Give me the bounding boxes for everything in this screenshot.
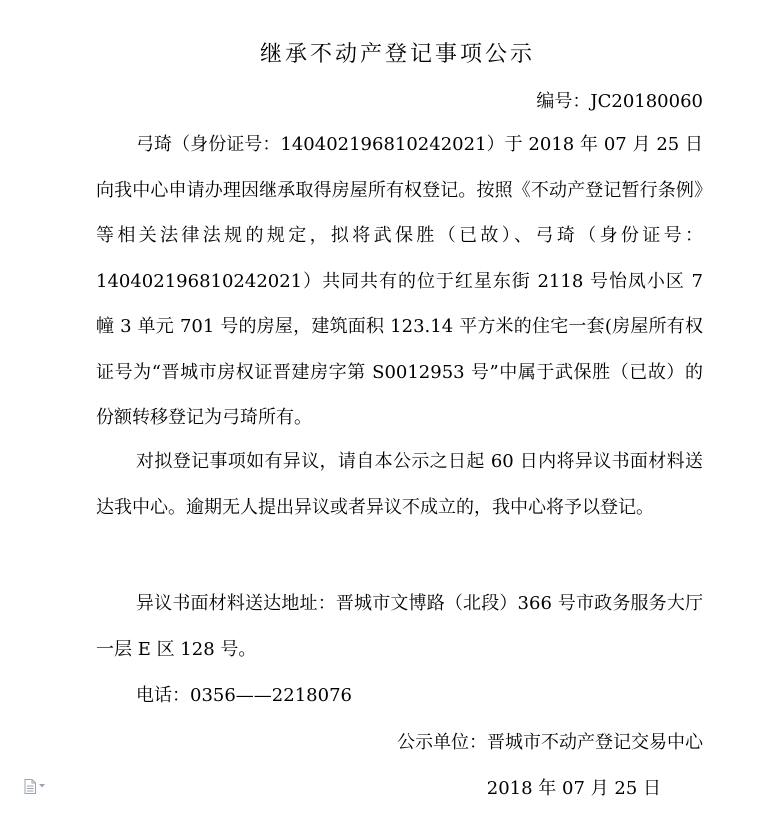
document-paste-options-icon[interactable]	[24, 778, 50, 794]
page-title: 继承不动产登记事项公示	[259, 42, 535, 67]
paragraph-phone: 电话：0356——2218076	[136, 685, 352, 706]
chevron-down-icon	[39, 784, 45, 788]
paragraph-objection: 对拟登记事项如有异议，请自本公示之日起 60 日内将异议书面材料送达我中心。逾期无人提出异议或者异议不成立的，我中心将予以登记。	[96, 451, 703, 518]
publish-date: 2018 年 07 月 25 日	[486, 778, 661, 799]
document-icon	[24, 779, 36, 794]
publisher-line: 公示单位：晋城市不动产登记交易中心	[397, 732, 703, 753]
serial-number: 编号：JC20180060	[536, 91, 703, 112]
paragraph-address: 异议书面材料送达地址：晋城市文博路（北段）366 号市政务服务大厅一层 E 区 128 号。	[96, 593, 703, 660]
paragraph-main: 弓琦（身份证号：140402196810242021）于 2018 年 07 月 25 日向我中心申请办理因继承取得房屋所有权登记。按照《不动产登记暂行条例》等相关法律法规的规定，拟将武保胜（已故）、弓琦（身份证号：140402196810242021）共同共有的位于红星东街 2118 号怡凤小区 7 幢 3 单元 701 号的房屋，建筑面积 123.14 平方米的住宅一套(房屋所有权证号为“晋城市房权证晋建房字第 S0012953 号”中属于武保胜（已故）的份额转移登记为弓琦所有。	[96, 134, 703, 428]
